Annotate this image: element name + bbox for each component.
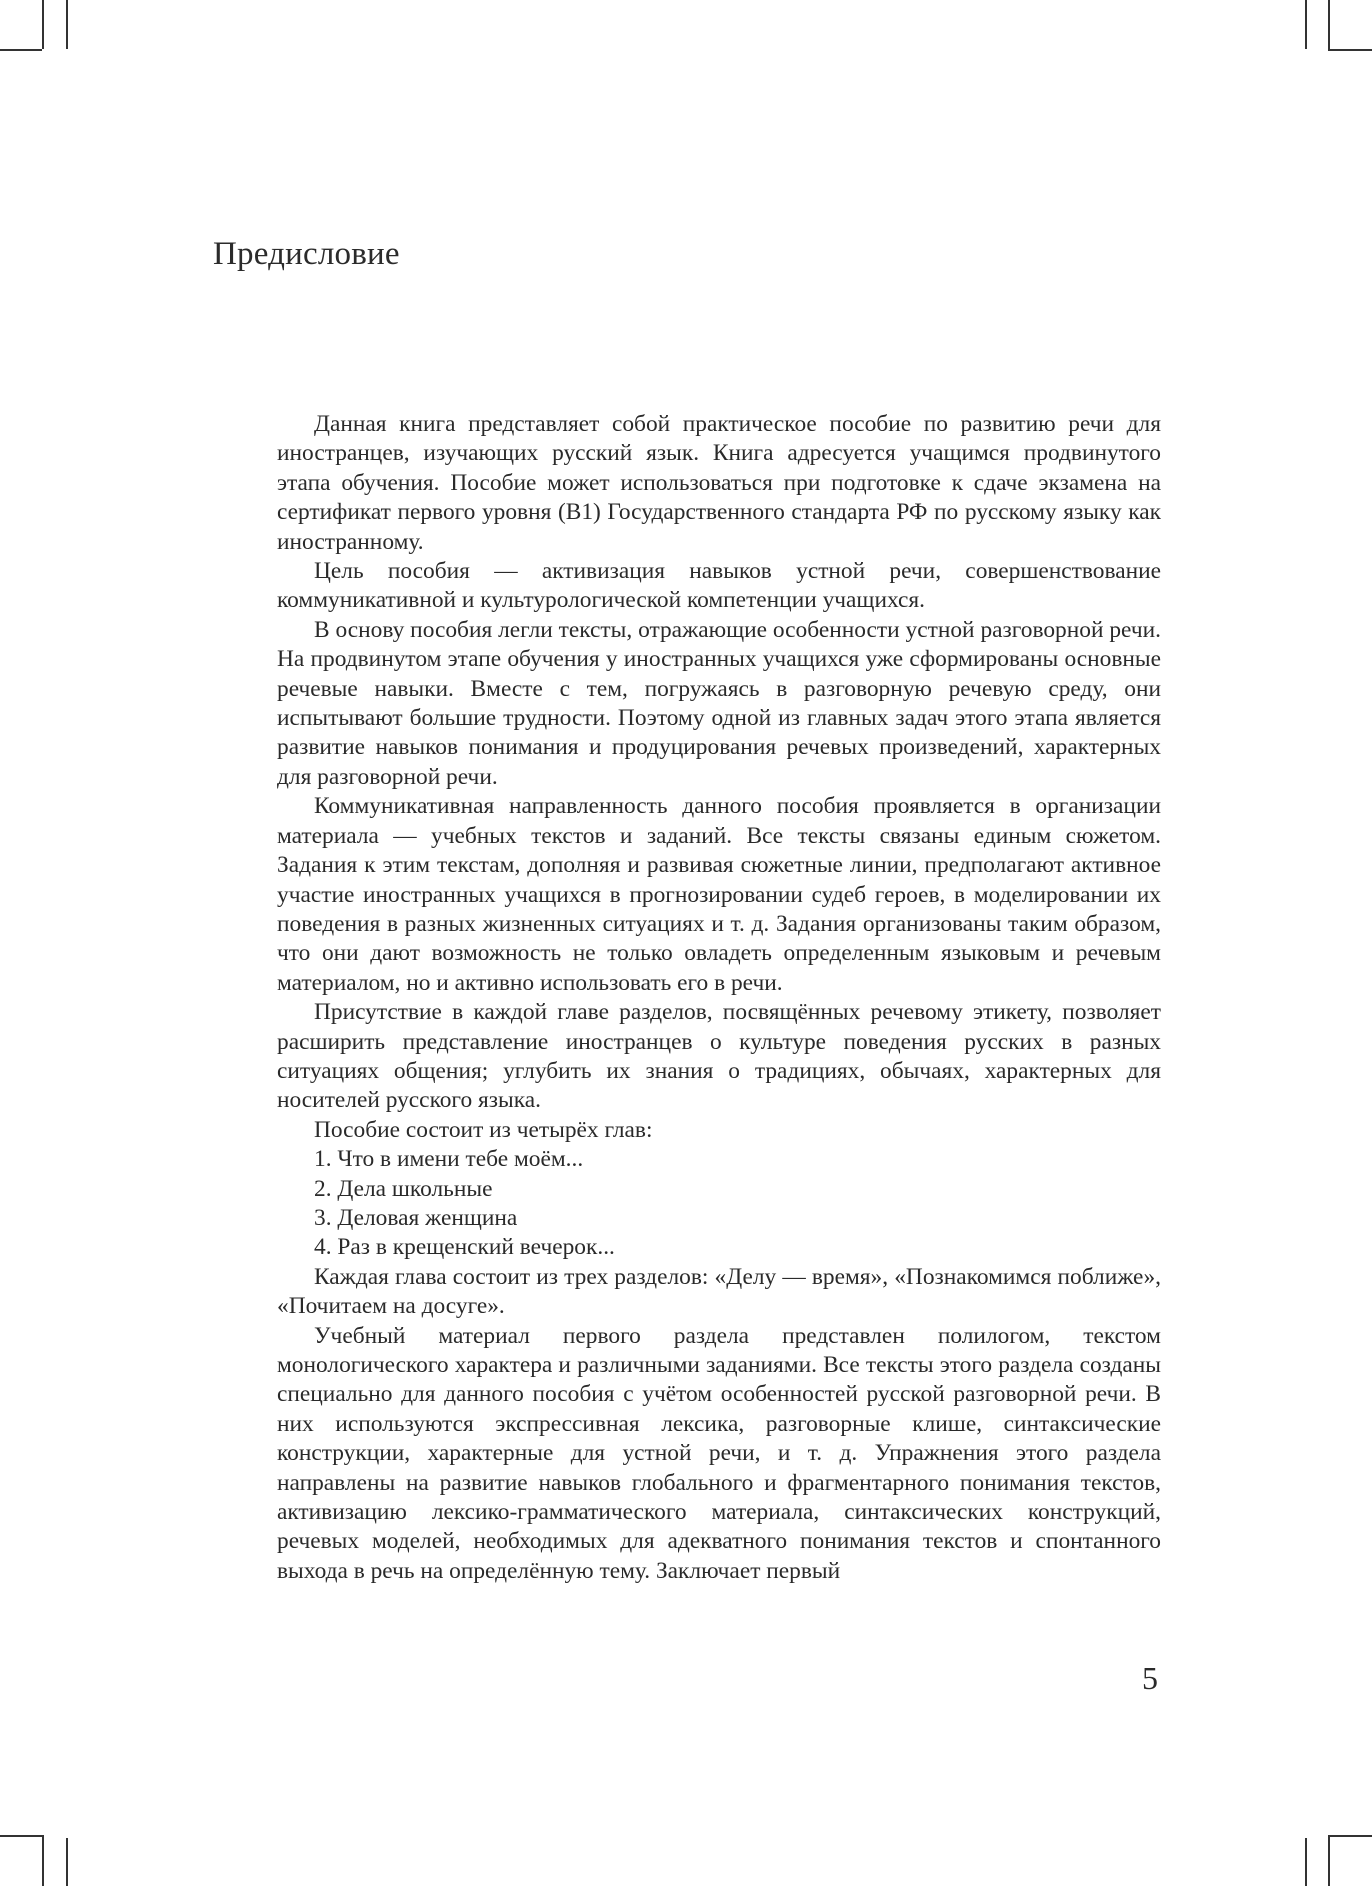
paragraph: Данная книга представляет собой практическое пособие по развитию речи для иностранцев, изучающих русский язык. Книга адресуется учащимся продвинутого этапа обучения. Пособие может использоваться при подготовке к сдаче экзамена на сертификат первого уровня (В1) Государственного стандарта РФ по русскому языку как иностранному.: [277, 411, 1161, 555]
paragraph: Коммуникативная направленность данного пособия проявляется в организации материала — учебных текстов и заданий. Все тексты связаны единым сюжетом. Задания к этим текстам, дополняя и развивая сюжетные линии, предполагают активное участие иностранных учащихся в прогнозировании судеб героев, в моделировании их поведения в разных жизненных ситуациях и т. д. Задания организованы таким образом, что они дают возможность не только овладеть определенным языковым и речевым материалом, но и активно использовать его в речи.: [277, 793, 1161, 996]
paragraph: Присутствие в каждой главе разделов, посвящённых речевому этикету, позволяет расширить представление иностранцев о культуре поведения русских в разных ситуациях общения; углубить их знания о традициях, обычаях, характерных для носителей русского языка.: [277, 999, 1161, 1114]
page-title: Предисловие: [213, 236, 400, 272]
paragraph: Учебный материал первого раздела представлен полилогом, текстом монологического характера и различными заданиями. Все тексты этого раздела созданы специально для данного пособия с учётом особенностей русской разговорной речи. В них используются экспрессивная лексика, разговорные клише, синтаксические конструкции, характерные для устной речи, и т. д. Упражнения этого раздела направлены на развитие навыков глобального и фрагментарного понимания текстов, активизацию лексико-грамматического материала, синтаксических конструкций, речевых моделей, необходимых для адекватного понимания текстов и спонтанного выхода в речь на определённую тему. Заключает первый: [277, 1322, 1161, 1584]
page-number: 5: [1142, 1660, 1158, 1696]
list-item: 2. Дела школьные: [314, 1175, 493, 1202]
paragraph: В основу пособия легли тексты, отражающие особенности устной разговорной речи. На продвинутом этапе обучения у иностранных учащихся уже сформированы основные речевые навыки. Вместе с тем, погружаясь в разговорную речевую среду, они испытывают большие трудности. Поэтому одной из главных задач этого этапа является развитие навыков понимания и продуцирования речевых произведений, характерных для разговорной речи.: [277, 616, 1161, 790]
paragraph: Пособие состоит из четырёх глав:: [314, 1116, 653, 1143]
chapter-list: [277, 1145, 1161, 1263]
list-item: 4. Раз в крещенский вечерок...: [314, 1234, 615, 1261]
list-item: 3. Деловая женщина: [314, 1204, 518, 1231]
paragraph: Цель пособия — активизация навыков устной речи, совершенствование коммуникативной и культурологической компетенции учащихся.: [277, 558, 1161, 614]
paragraph: Каждая глава состоит из трех разделов: «Делу — время», «Познакомимся поближе», «Почитаем на досуге».: [277, 1263, 1161, 1320]
list-item: 1. Что в имени тебе моём...: [314, 1146, 584, 1173]
body-text: [277, 410, 1161, 1586]
